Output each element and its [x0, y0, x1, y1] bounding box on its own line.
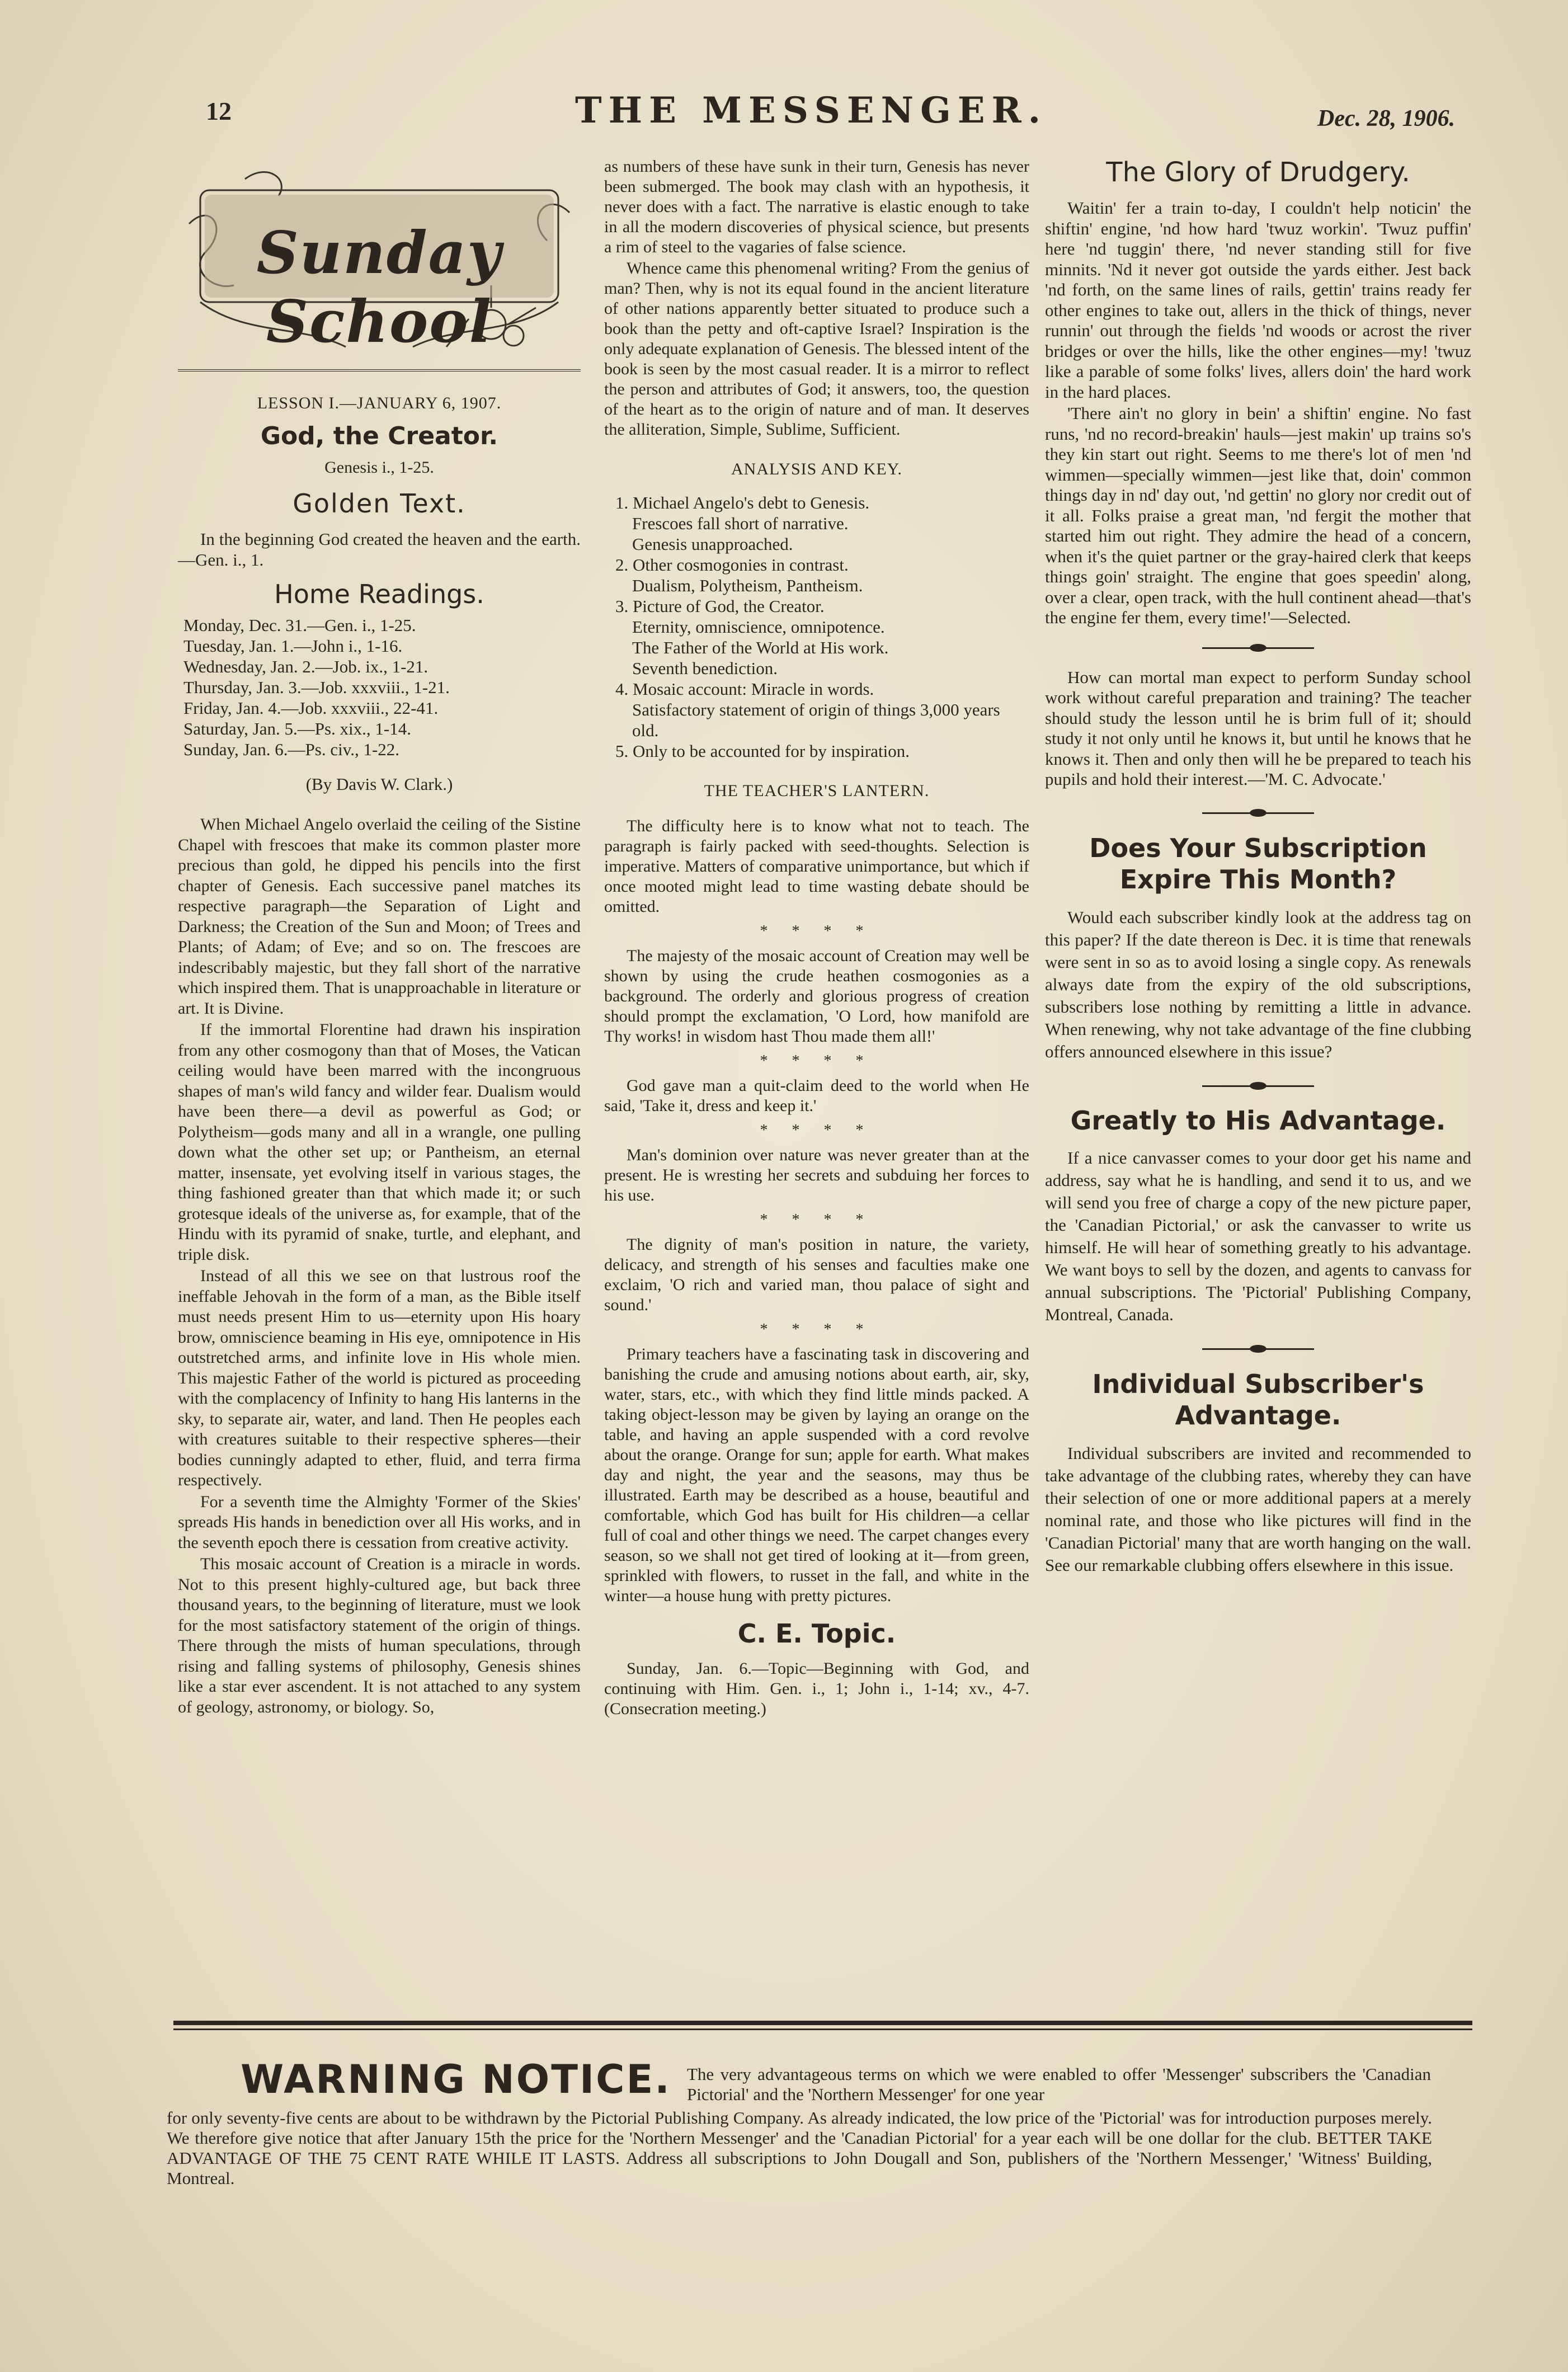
preparation-paragraph: How can mortal man expect to perform Sunday school work without careful preparation and training? The teacher should study the lesson until he is brim full of it; should study it not only until he knows it, but until he knows that he knows it. Then and only then will he be prepared to teach his pupils and hold their interest.—'M. C. Advocate.'	[1045, 667, 1471, 789]
article-paragraph: as numbers of these have sunk in their turn, Genesis has never been submerged. The book may clash with an hypothesis, it never does with a fact. The narrative is elastic enough to take in all the modern discoveries of physical science, but presents a rim of steel to the vagaries of false science.	[604, 157, 1029, 256]
ornamental-divider	[1202, 807, 1314, 819]
reading-item: Friday, Jan. 4.—Job. xxxviii., 22-41.	[183, 698, 439, 718]
analysis-list	[604, 492, 1029, 761]
reading-item: Wednesday, Jan. 2.—Job. ix., 1-21.	[183, 657, 429, 676]
lantern-paragraph: God gave man a quit-claim deed to the world when He said, 'Take it, dress and keep it.'	[604, 1076, 1029, 1115]
glory-paragraph: 'There ain't no glory in bein' a shiftin' engine. No fast runs, 'nd no record-breakin' hauls—jest makin' up trains so's they kin start out right. Seems to me there's lot of men 'nd wimmen—specially wimmen—jest like that, doin' common things day in nd' day out, 'nd gettin' no glory nor credit out of it all. Folks praise a great man, 'nd fergit the mother that started him out right. They admire the head of a concern, when it's the quiet partner or the gray-haired clerk that keeps things goin' straight. The engine that goes speedin' along, over a clear, open track, with the hull continent ahead—that's the engine fer them, every time!'—Selected.	[1045, 403, 1471, 627]
reading-item: Monday, Dec. 31.—Gen. i., 1-25.	[183, 615, 416, 635]
masthead-title: THE MESSENGER.	[575, 90, 1047, 131]
analysis-main: 1. Michael Angelo's debt to Genesis.	[615, 493, 870, 512]
section-stars: * * * *	[760, 1122, 874, 1139]
golden-text: In the beginning God created the heaven and the earth.—Gen. i., 1.	[178, 529, 581, 570]
article-paragraph: For a seventh time the Almighty 'Former of the Skies' spreads His hands in benediction over all His works, and in the seventh epoch there is cessation from creative activity.	[178, 1492, 581, 1552]
lantern-paragraph: Primary teachers have a fascinating task in discovering and banishing the crude and amusing notions about earth, air, sky, water, stars, etc., with which they find little minds packed. A taking object-lesson may be given by laying an orange on the table, and having an apple suspended with a cord revolve about the orange. Orange for sun; apple for earth. What makes day and night, the year and the seasons, may thus be illustrated. Earth may be described as a house, beautiful and comfortable, which God has built for His children—a cellar full of coal and other things we need. The carpet changes every season, so we shall not get tired of looking at it—from green, sprinkled with flowers, to russet in the fall, and white in the winter—a house hung with pretty pictures.	[604, 1345, 1029, 1605]
golden-text-heading: Golden Text.	[293, 488, 466, 519]
reading-item: Saturday, Jan. 5.—Ps. xix., 1-14.	[183, 719, 411, 738]
lantern-paragraph: The dignity of man's position in nature, the variety, delicacy, and strength of his senses and faculties make one exclaim, 'O rich and varied man, thou palace of sight and sound.'	[604, 1235, 1029, 1314]
subscription-heading: Does Your Subscription Expire This Month?	[1089, 832, 1427, 895]
analysis-item	[615, 492, 1029, 554]
analysis-item	[615, 679, 1029, 741]
article-paragraph: Whence came this phenomenal writing? From the genius of man? Then, why is not its equal found in the ancient literature of other nations apparently better situated to produce such a book than the petty and oft-captive Israel? Inspiration is the only adequate explanation of Genesis. The blessed intent of the book is seen by the most casual reader. It is a mirror to reflect the person and attributes of God; it answers, too, the question of the heart as to the origin of nature and of man. It deserves the alliteration, Simple, Sublime, Sufficient.	[604, 259, 1029, 439]
column-2	[604, 157, 1029, 1719]
section-stars: * * * *	[760, 1321, 874, 1338]
lantern-paragraph: The difficulty here is to know what not to teach. The paragraph is fairly packed with seed-thoughts. Selection is imperative. Matters of comparative unimportance, but which if once mooted might lead to time wasting debate should be omitted.	[604, 817, 1029, 916]
analysis-item	[615, 554, 1029, 596]
advantage-text: If a nice canvasser comes to your door get his name and address, say what he is handling, and send it to us, and we will send you free of charge a copy of the new picture paper, the 'Canadian Pictorial,' or ask the canvasser to write us himself. He will hear of something greatly to his advantage. We want boys to sell by the dozen, and agents to canvass for annual subscriptions. The 'Pictorial' Publishing Company, Montreal, Canada.	[1045, 1147, 1471, 1324]
lantern-heading: THE TEACHER'S LANTERN.	[704, 782, 930, 800]
analysis-sub: Seventh benediction.	[632, 658, 778, 678]
article-paragraph: If the immortal Florentine had drawn his inspiration from any other cosmogony than that of Moses, the Vatican ceiling would have been marred with the incongruous shapes of man's wild fancy and wilder fear. Dualism would have been there—a devil as powerful as God; or Polytheism—gods many and all in a wrangle, one pulling down what the other set up; or Pantheism, an eternal matter, insensate, yet evolving itself in various stages, the thing fashioned greater than that which made it; or such grotesque ideals of the universe as, for example, that of the Hindu with its pyramid of snake, turtle, and elephant, and triple disk.	[178, 1020, 581, 1264]
ornamental-divider	[1202, 642, 1314, 654]
analysis-main: 4. Mosaic account: Miracle in words.	[615, 679, 874, 699]
page-number: 12	[206, 97, 232, 125]
home-readings-heading: Home Readings.	[274, 579, 484, 609]
analysis-main: 5. Only to be accounted for by inspiration.	[615, 741, 910, 761]
analysis-sub: Frescoes fall short of narrative.	[632, 514, 849, 533]
analysis-item	[615, 596, 1029, 679]
column-3	[1045, 157, 1471, 1576]
article-paragraph: Instead of all this we see on that lustrous roof the ineffable Jehovah in the form of a man, as the Bible itself must needs present Him to us—eternity upon His hoary brow, omniscience beaming in His eye, omnipotence in His outstretched arms, and infinite love in His whole mien. This majestic Father of the world is pictured as proceeding with the complacency of Infinity to hang His lanterns in the sky, to separate air, water, and land. Then He peoples each with creatures suitable to their respective spheres—their bodies cunningly adapted to ether, fluid, and terra firma respectively.	[178, 1267, 581, 1489]
lantern-paragraph: The majesty of the mosaic account of Creation may well be shown by using the crude heathen cosmogonies as a background. The orderly and glorious progress of creation should prompt the exclamation, 'O Lord, how manifold are Thy works! in wisdom hast Thou made them all!'	[604, 947, 1029, 1046]
analysis-item	[615, 741, 1029, 761]
reading-item: Tuesday, Jan. 1.—John i., 1-16.	[183, 636, 403, 656]
home-readings-list	[178, 615, 581, 760]
lesson-line: LESSON I.—JANUARY 6, 1907.	[257, 394, 502, 412]
individual-heading: Individual Subscriber's Advantage.	[1092, 1368, 1424, 1430]
analysis-sub: Eternity, omniscience, omnipotence.	[632, 617, 885, 637]
bottom-thin-rule	[173, 2029, 1472, 2030]
lesson-title: God, the Creator.	[260, 422, 498, 450]
bottom-thick-rule	[173, 2021, 1472, 2025]
article-body	[178, 815, 581, 1717]
subscription-text: Would each subscriber kindly look at the address tag on this paper? If the date thereon is Dec. it is time that renewals were sent in so as to avoid losing a single copy. As renewals always date from the expiry of the old subscriptions, subscribers lose nothing by remitting a little in advance. When renewing, why not take advantage of the fine clubbing offers announced elsewhere in this issue?	[1045, 907, 1471, 1061]
byline: (By Davis W. Clark.)	[305, 774, 453, 794]
analysis-main: 3. Picture of God, the Creator.	[615, 596, 825, 616]
glory-paragraph: Waitin' fer a train to-day, I couldn't help noticin' the shiftin' engine, 'nd how hard 'twuz workin'. 'Twuz puffin' here 'nd tuggin' there, 'nd never standing still for five minnits. 'Nd it never got outside the yards either. Jest back 'nd forth, on the same lines of rails, gettin' trains ready fer other engines to take out, allers in the thick of things, never runnin' out through the fields 'nd woods or acrost the river bridges or over the hills, like the other engines—my! 'twuz like a parable of some folks' lives, allers doin' the hard work in the hard places.	[1045, 198, 1471, 402]
header-date: Dec. 28, 1906.	[1317, 106, 1456, 131]
section-stars: * * * *	[760, 923, 874, 940]
warning-heading: WARNING NOTICE.	[241, 2056, 671, 2102]
article-continuation	[604, 157, 1029, 440]
analysis-sub: Satisfactory statement of origin of things 3,000 years old.	[632, 700, 1000, 740]
glory-heading: The Glory of Drudgery.	[1106, 157, 1410, 188]
warning-text: for only seventy-five cents are about to be withdrawn by the Pictorial Publishing Company. As already indicated, the low price of the 'Pictorial' was for introduction purposes merely. We therefore give notice that after January 15th the price for the 'Northern Messenger' and the 'Canadian Pictorial' for a year each will be one dollar for the club. BETTER TAKE ADVANTAGE OF THE 75 CENT RATE WHILE IT LASTS. Address all subscriptions to John Dougall and Son, publishers of the 'Northern Messenger,' 'Witness' Building, Montreal.	[167, 2108, 1432, 2188]
analysis-main: 2. Other cosmogonies in contrast.	[615, 555, 849, 575]
ce-topic-heading: C. E. Topic.	[737, 1618, 896, 1649]
column-1	[178, 157, 581, 1719]
analysis-heading: ANALYSIS AND KEY.	[731, 460, 902, 478]
article-paragraph: This mosaic account of Creation is a miracle in words. Not to this present highly-cultured age, but back three thousand years, to the beginning of literature, must we look for the most satisfactory statement of the origin of things. There through the mists of human speculations, through rising and falling systems of philosophy, Genesis shines like a star ever ascendent. It is not attached to any system of geology, astronomy, or biology. So,	[178, 1555, 581, 1716]
sunday-school-banner	[178, 157, 581, 371]
lantern-body	[604, 816, 1029, 1606]
analysis-sub: Genesis unapproached.	[632, 534, 793, 554]
lantern-paragraph: Man's dominion over nature was never greater than at the present. He is wresting her secrets and subduing her forces to his use.	[604, 1146, 1029, 1204]
banner-text: Sunday School	[256, 218, 502, 356]
warning-lead: The very advantageous terms on which we were enabled to offer 'Messenger' subscribers the 'Canadian Pictorial' and the 'Northern Messenger' for one year	[687, 2064, 1431, 2104]
scripture-reference: Genesis i., 1-25.	[324, 458, 434, 477]
section-stars: * * * *	[760, 1052, 874, 1070]
glory-body	[1045, 198, 1471, 628]
individual-text: Individual subscribers are invited and recommended to take advantage of the clubbing rates, whereby they can have their selection of one or more additional papers at a merely nominal rate, and those who like pictures will find in the 'Canadian Pictorial' many that are worth hanging on the wall. See our remarkable clubbing offers elsewhere in this issue.	[1045, 1443, 1471, 1575]
ornamental-divider	[1202, 1343, 1314, 1355]
analysis-sub: The Father of the World at His work.	[632, 638, 889, 657]
reading-item: Sunday, Jan. 6.—Ps. civ., 1-22.	[183, 740, 400, 759]
advantage-heading: Greatly to His Advantage.	[1070, 1105, 1446, 1136]
article-paragraph: When Michael Angelo overlaid the ceiling of the Sistine Chapel with frescoes that make its common plaster more precious than gold, he dipped his pencils into the first chapter of Genesis. Each successive panel matches its respective paragraph—the Separation of Light and Darkness; the Creation of the Sun and Moon; of Trees and Plants; of Adam; of Eve; and so on. The frescoes are indescribably majestic, but they fall short of the narrative which inspired them. That is unapproachable in literature or art. It is Divine.	[178, 815, 581, 1018]
ce-topic-text: Sunday, Jan. 6.—Topic—Beginning with God, and continuing with Him. Gen. i., 1; John i., 1-14; xv., 4-7. (Consecration meeting.)	[604, 1659, 1029, 1718]
section-stars: * * * *	[760, 1211, 874, 1229]
reading-item: Thursday, Jan. 3.—Job. xxxviii., 1-21.	[183, 677, 450, 697]
ornamental-divider	[1202, 1080, 1314, 1092]
analysis-sub: Dualism, Polytheism, Pantheism.	[632, 576, 863, 595]
